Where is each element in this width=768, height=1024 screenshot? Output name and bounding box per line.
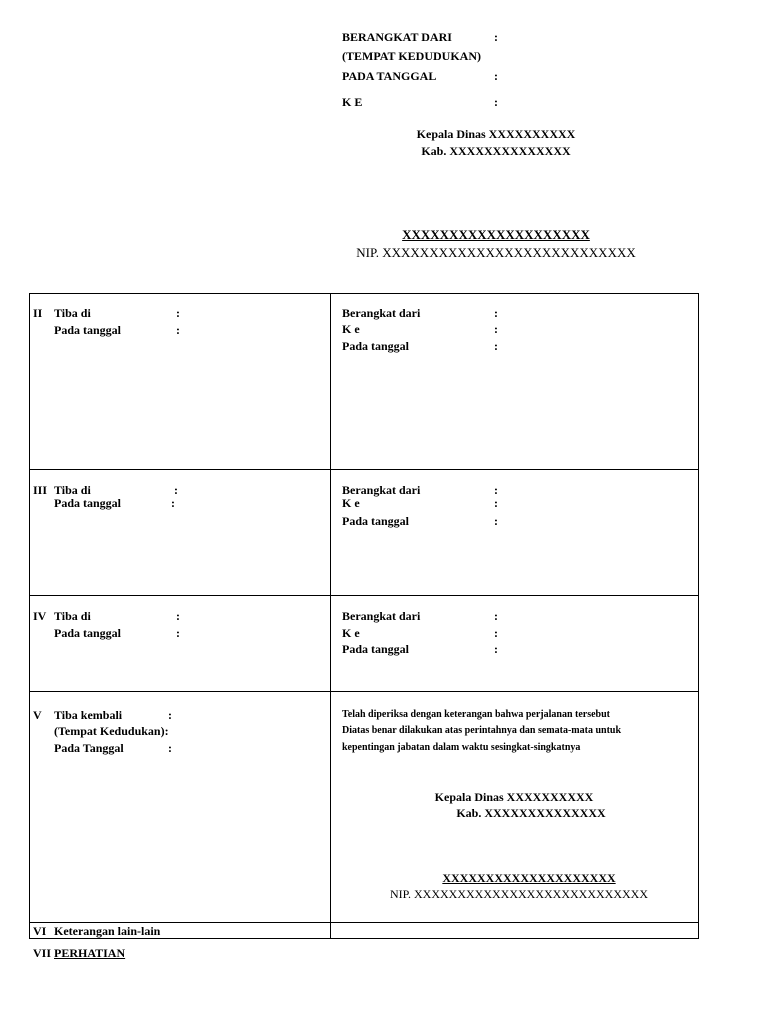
row-divider <box>29 469 699 470</box>
tempat-kedudukan-label: (TEMPAT KEDUDUKAN) <box>342 49 481 63</box>
ke-label: K e <box>342 626 360 640</box>
tiba-di-label: Tiba di <box>54 609 91 623</box>
section-number: VII <box>33 946 52 960</box>
colon: : <box>176 306 180 320</box>
pada-tanggal-label: Pada tanggal <box>54 626 122 640</box>
row-divider <box>29 922 699 923</box>
section-number: V <box>33 708 42 722</box>
column-divider <box>330 293 331 939</box>
nip-label: NIP. XXXXXXXXXXXXXXXXXXXXXXXXXXX <box>390 887 648 901</box>
pada-tanggal-label: Pada tanggal <box>342 339 410 353</box>
kab-label: Kab. XXXXXXXXXXXXXX <box>456 806 606 820</box>
colon: : <box>494 306 498 320</box>
section-number: II <box>33 306 43 320</box>
colon: : <box>494 514 498 528</box>
colon: : <box>176 626 180 640</box>
berangkat-dari-label: Berangkat dari <box>342 306 421 320</box>
row-divider <box>29 691 699 692</box>
tempat-kedudukan-label: (Tempat Kedudukan): <box>54 724 169 738</box>
official-name: XXXXXXXXXXXXXXXXXXXX <box>442 871 616 885</box>
pada-tanggal-label: Pada tanggal <box>54 496 122 510</box>
colon: : <box>176 609 180 623</box>
pada-tanggal-label: Pada tanggal <box>342 514 410 528</box>
kepala-dinas-label: Kepala Dinas XXXXXXXXXX <box>416 127 576 141</box>
ke-label: K e <box>342 322 360 336</box>
colon: : <box>176 323 180 337</box>
tiba-kembali-label: Tiba kembali <box>54 708 123 722</box>
official-name: XXXXXXXXXXXXXXXXXXXX <box>402 227 590 242</box>
row-divider <box>29 595 699 596</box>
table-border-top <box>29 293 699 294</box>
berangkat-dari-label: Berangkat dari <box>342 483 421 497</box>
statement-line: kepentingan jabatan dalam waktu sesingkat-singkatnya <box>342 742 581 753</box>
colon: : <box>494 496 498 510</box>
section-number: IV <box>33 609 47 623</box>
colon: : <box>494 642 498 656</box>
colon: : <box>494 95 498 109</box>
pada-tanggal-label: Pada tanggal <box>342 642 410 656</box>
section-number: VI <box>33 924 47 938</box>
pada-tanggal-label: PADA TANGGAL <box>342 69 437 83</box>
colon: : <box>168 708 172 722</box>
pada-tanggal-label: Pada Tanggal <box>54 741 124 755</box>
colon: : <box>171 496 175 510</box>
colon: : <box>494 609 498 623</box>
colon: : <box>168 741 172 755</box>
tiba-di-label: Tiba di <box>54 483 91 497</box>
berangkat-dari-label: BERANGKAT DARI <box>342 30 452 44</box>
colon: : <box>494 30 498 44</box>
ke-label: K E <box>342 95 363 109</box>
nip-label: NIP. XXXXXXXXXXXXXXXXXXXXXXXXXXX <box>356 245 636 260</box>
table-border-bottom <box>29 938 699 939</box>
kepala-dinas-label: Kepala Dinas XXXXXXXXXX <box>434 790 594 804</box>
ke-label: K e <box>342 496 360 510</box>
colon: : <box>494 322 498 336</box>
colon: : <box>174 483 178 497</box>
pada-tanggal-label: Pada tanggal <box>54 323 122 337</box>
keterangan-label: Keterangan lain-lain <box>54 924 161 938</box>
table-border-left <box>29 293 30 939</box>
table-border-right <box>698 293 699 939</box>
berangkat-dari-label: Berangkat dari <box>342 609 421 623</box>
statement-line: Diatas benar dilakukan atas perintahnya dan semata-mata untuk <box>342 725 622 736</box>
colon: : <box>494 69 498 83</box>
section-number: III <box>33 483 48 497</box>
perhatian-label: PERHATIAN <box>54 946 126 960</box>
statement-line: Telah diperiksa dengan keterangan bahwa perjalanan tersebut <box>342 709 610 720</box>
colon: : <box>494 626 498 640</box>
kab-label: Kab. XXXXXXXXXXXXXX <box>421 144 571 158</box>
tiba-di-label: Tiba di <box>54 306 91 320</box>
colon: : <box>494 339 498 353</box>
colon: : <box>494 483 498 497</box>
